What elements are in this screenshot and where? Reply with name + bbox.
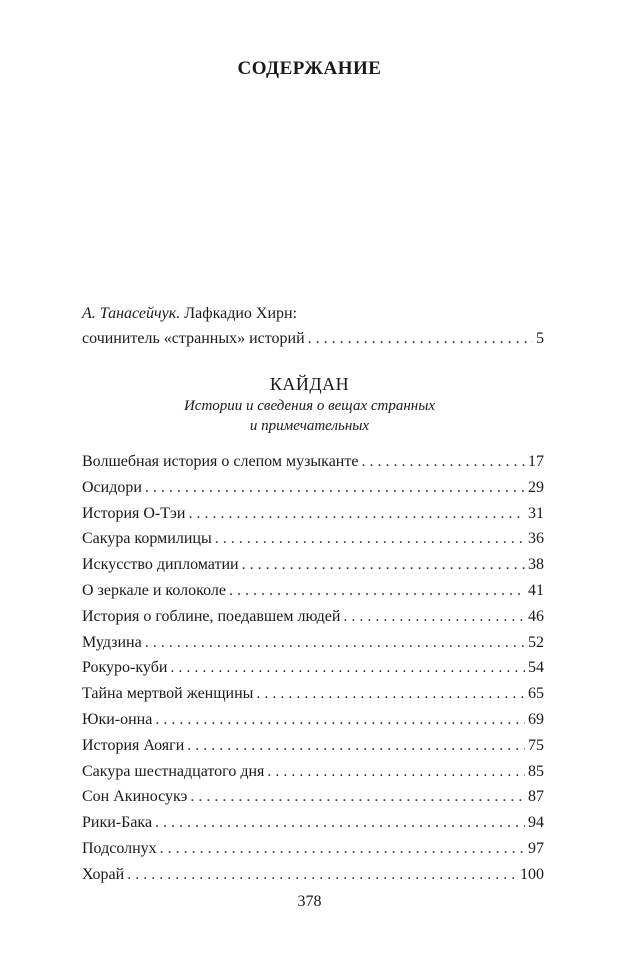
toc-entry-title: Сакура шестнадцатого дня — [82, 762, 265, 780]
toc-entry-title: Осидори — [82, 478, 142, 496]
dot-leader — [145, 475, 525, 501]
toc-entry — [82, 578, 544, 604]
intro-line-2 — [82, 326, 544, 352]
dot-leader — [145, 630, 525, 656]
page-number: 378 — [297, 893, 322, 910]
toc-entry-page: 85 — [528, 762, 544, 780]
toc-entry-title: Рики-Бака — [82, 814, 153, 832]
toc-entry-title: История Аояги — [82, 736, 185, 754]
toc-entry-title: История о гоблине, поедавшем людей — [82, 607, 341, 625]
dot-leader — [155, 707, 525, 733]
toc-entry-title: Волшебная история о слепом музыканте — [82, 453, 359, 470]
toc-entry-title: Хорай — [82, 865, 125, 883]
toc-entry — [82, 501, 544, 527]
toc-entry — [82, 552, 544, 578]
section-subtitle-2: и примечательных — [249, 418, 370, 434]
toc-entry-title: Рокуро-куби — [82, 659, 168, 677]
toc-entry-title: История О-Тэи — [82, 504, 186, 522]
dot-leader — [229, 578, 525, 604]
toc-entry-page: 54 — [528, 659, 544, 677]
toc-entry-page: 69 — [528, 710, 544, 728]
dot-leader — [242, 552, 525, 578]
intro-page: 5 — [536, 330, 544, 347]
toc-entry — [82, 655, 544, 681]
intro-entry — [82, 302, 544, 352]
dot-leader — [127, 862, 517, 888]
dot-leader — [267, 759, 525, 785]
page-title: СОДЕРЖАНИЕ — [237, 58, 382, 79]
dot-leader — [256, 681, 525, 707]
toc-entry — [82, 862, 544, 888]
toc-entry-page: 41 — [528, 581, 544, 599]
toc-entry — [82, 733, 544, 759]
dot-leader — [187, 733, 525, 759]
toc-entry-page: 38 — [528, 556, 544, 574]
toc-entry — [82, 836, 544, 862]
intro-title-part1: Лафкадио Хирн: — [184, 305, 298, 322]
dot-leader — [308, 326, 533, 352]
toc-entry-page: 29 — [528, 478, 544, 496]
section-subtitle-1: Истории и сведения о вещах странных — [183, 398, 436, 414]
toc-entry — [82, 707, 544, 733]
toc-entry-title: Юки-онна — [82, 710, 153, 728]
toc-entry — [82, 604, 544, 630]
toc-entry-title: О зеркале и колоколе — [82, 581, 226, 599]
toc-entry — [82, 759, 544, 785]
intro-author: А. Танасейчук. — [82, 305, 181, 322]
toc-list — [82, 449, 544, 888]
dot-leader — [160, 836, 525, 862]
intro-line-1 — [82, 302, 544, 326]
dot-leader — [155, 810, 525, 836]
section-header — [0, 372, 619, 436]
dot-leader — [215, 526, 525, 552]
dot-leader — [170, 655, 525, 681]
toc-entry-title: Сакура кормилицы — [82, 530, 212, 548]
toc-entry — [82, 475, 544, 501]
dot-leader — [343, 604, 525, 630]
toc-entry-title: Подсолнух — [82, 839, 157, 857]
toc-entry-page: 46 — [528, 607, 544, 625]
toc-entry-page: 100 — [520, 865, 544, 883]
toc-entry-page: 31 — [528, 504, 544, 522]
toc-entry-page: 87 — [528, 788, 544, 806]
toc-entry-page: 94 — [528, 814, 544, 832]
toc-entry-title: Сон Акиносукэ — [82, 788, 188, 806]
toc-entry-title: Тайна мертвой женщины — [82, 685, 254, 703]
toc-entry — [82, 630, 544, 656]
toc-entry-page: 52 — [528, 633, 544, 651]
toc-entry — [82, 681, 544, 707]
toc-entry-title: Мудзина — [82, 633, 142, 651]
section-title: КАЙДАН — [269, 374, 350, 394]
toc-entry — [82, 810, 544, 836]
dot-leader — [190, 784, 525, 810]
intro-title-part2: сочинитель «странных» историй — [82, 330, 305, 347]
toc-entry-page: 75 — [528, 736, 544, 754]
toc-entry — [82, 449, 544, 475]
toc-entry-title: Искусство дипломатии — [82, 556, 239, 574]
toc-entry-page: 97 — [528, 839, 544, 857]
toc-entry — [82, 526, 544, 552]
toc-entry-page: 17 — [528, 453, 544, 470]
toc-entry-page: 65 — [528, 685, 544, 703]
toc-entry — [82, 784, 544, 810]
dot-leader — [188, 501, 525, 527]
dot-leader — [361, 449, 525, 475]
toc-entry-page: 36 — [528, 530, 544, 548]
